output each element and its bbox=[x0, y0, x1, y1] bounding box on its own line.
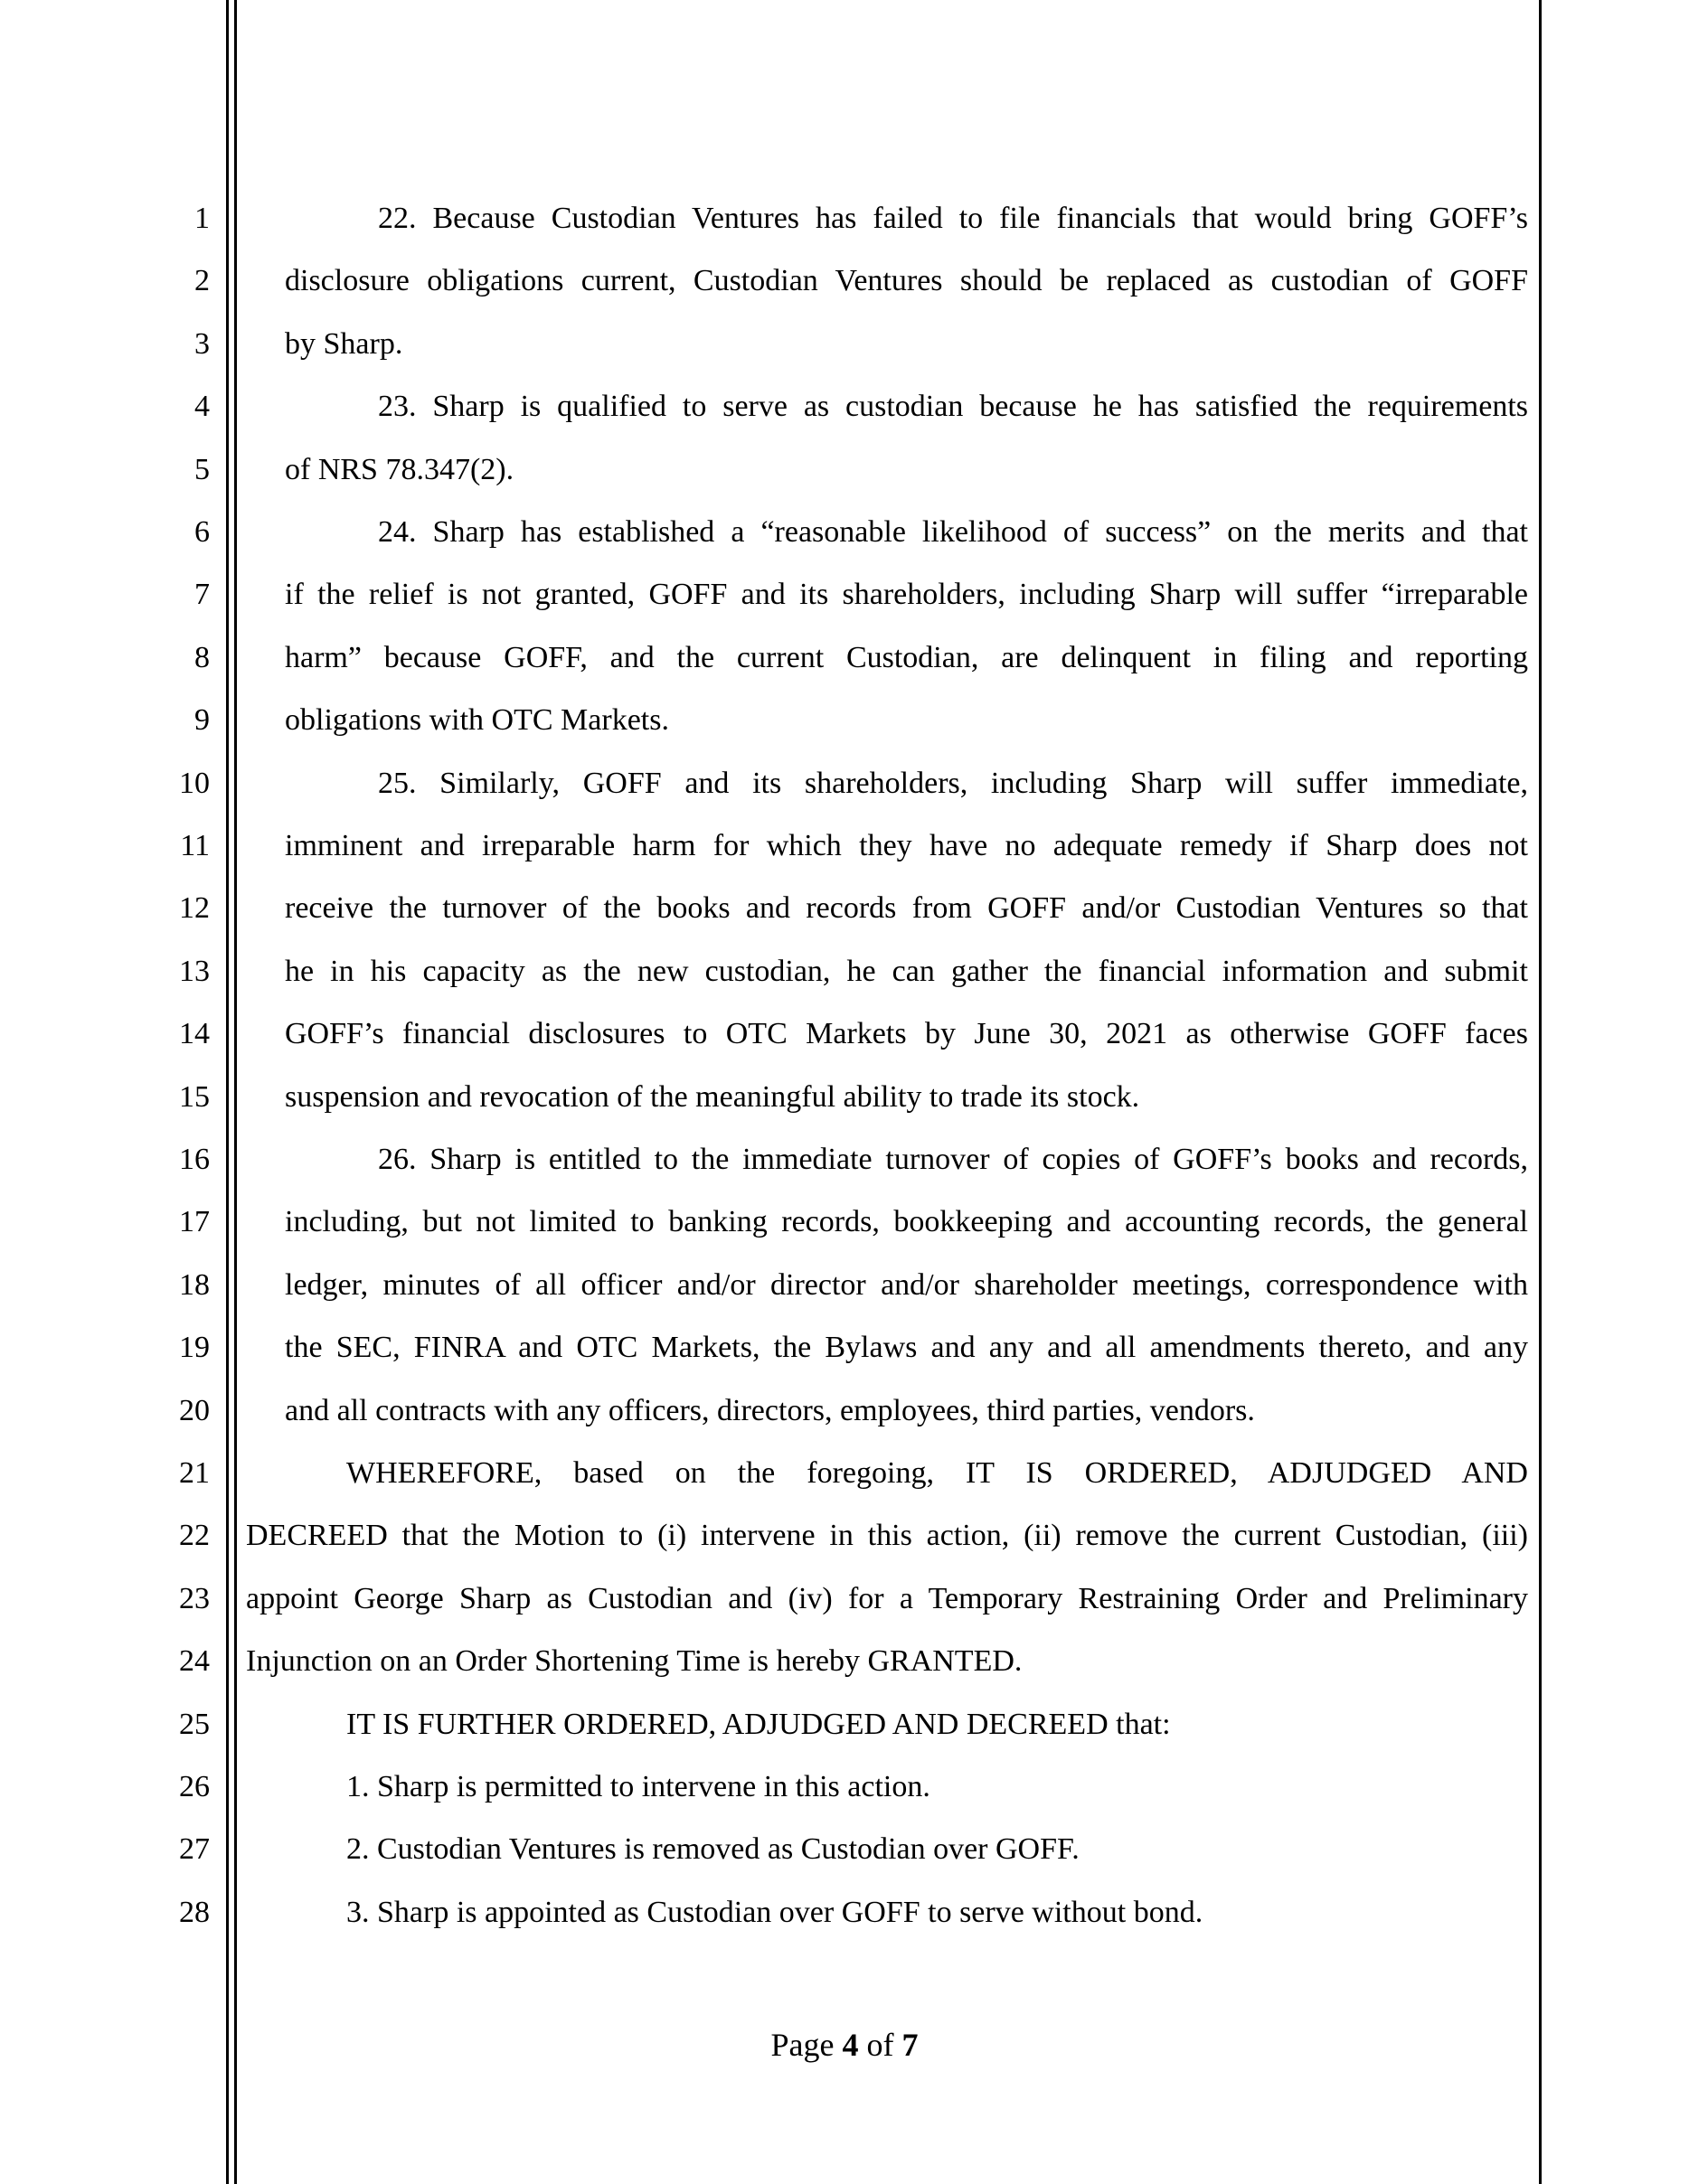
footer-current-page: 4 bbox=[842, 2027, 859, 2063]
footer-middle: of bbox=[858, 2027, 902, 2063]
right-margin-rule bbox=[1539, 0, 1542, 2184]
line-number: 8 bbox=[194, 640, 210, 674]
line-number: 13 bbox=[179, 954, 210, 988]
text-line: WHEREFORE, based on the foregoing, IT IS ORDERED, ADJUDGED AND bbox=[346, 1456, 1528, 1490]
text-line: 1. Sharp is permitted to intervene in this action. bbox=[346, 1770, 930, 1803]
text-line: he in his capacity as the new custodian, he can gather the financial information and submit bbox=[285, 954, 1528, 988]
line-number: 2 bbox=[194, 264, 210, 298]
text-line: GOFF’s financial disclosures to OTC Markets by June 30, 2021 as otherwise GOFF faces bbox=[285, 1017, 1528, 1051]
left-margin-double-rule-outer bbox=[226, 0, 229, 2184]
line-number: 6 bbox=[194, 515, 210, 549]
text-line: the SEC, FINRA and OTC Markets, the Bylaws and any and all amendments thereto, and any bbox=[285, 1331, 1528, 1365]
text-line: 24. Sharp has established a “reasonable likelihood of success” on the merits and that bbox=[378, 515, 1528, 549]
left-margin-double-rule-inner bbox=[234, 0, 237, 2184]
line-number: 17 bbox=[179, 1205, 210, 1239]
line-number: 5 bbox=[194, 452, 210, 486]
text-line: DECREED that the Motion to (i) intervene in this action, (ii) remove the current Custodian, (iii) bbox=[246, 1519, 1528, 1553]
line-number: 22 bbox=[179, 1519, 210, 1553]
text-line: 2. Custodian Ventures is removed as Custodian over GOFF. bbox=[346, 1832, 1080, 1867]
text-line: if the relief is not granted, GOFF and its shareholders, including Sharp will suffer “irreparable bbox=[285, 578, 1528, 612]
text-line: suspension and revocation of the meaningful ability to trade its stock. bbox=[285, 1079, 1140, 1114]
footer-prefix: Page bbox=[770, 2027, 843, 2063]
text-line: Injunction on an Order Shortening Time is hereby GRANTED. bbox=[246, 1644, 1023, 1679]
line-number: 7 bbox=[194, 578, 210, 612]
line-number: 12 bbox=[179, 891, 210, 926]
line-number: 23 bbox=[179, 1581, 210, 1615]
line-number: 4 bbox=[194, 390, 210, 424]
text-line: 25. Similarly, GOFF and its shareholders, including Sharp will suffer immediate, bbox=[378, 766, 1528, 800]
line-number: 24 bbox=[179, 1644, 210, 1679]
line-number: 11 bbox=[180, 829, 210, 862]
line-number: 19 bbox=[179, 1331, 210, 1365]
text-line: of NRS 78.347(2). bbox=[285, 452, 514, 486]
line-number: 20 bbox=[179, 1393, 210, 1427]
line-number: 15 bbox=[179, 1079, 210, 1114]
text-line: receive the turnover of the books and records from GOFF and/or Custodian Ventures so that bbox=[285, 891, 1528, 926]
text-line: IT IS FURTHER ORDERED, ADJUDGED AND DECREED that: bbox=[346, 1707, 1171, 1741]
line-number: 9 bbox=[194, 703, 210, 738]
text-line: disclosure obligations current, Custodian Ventures should be replaced as custodian of GOFF bbox=[285, 264, 1528, 298]
line-number: 10 bbox=[179, 766, 210, 800]
text-line: 22. Because Custodian Ventures has failed to file financials that would bring GOFF’s bbox=[378, 202, 1528, 235]
line-number: 28 bbox=[179, 1895, 210, 1929]
text-line: including, but not limited to banking records, bookkeeping and accounting records, the general bbox=[285, 1205, 1528, 1239]
line-number: 18 bbox=[179, 1267, 210, 1302]
line-number: 14 bbox=[179, 1017, 210, 1051]
page-footer bbox=[0, 2027, 1689, 2063]
text-line: imminent and irreparable harm for which they have no adequate remedy if Sharp does not bbox=[285, 829, 1528, 862]
line-number: 1 bbox=[194, 202, 210, 235]
text-line: by Sharp. bbox=[285, 326, 403, 361]
line-number: 3 bbox=[194, 326, 210, 361]
footer-total-pages: 7 bbox=[901, 2027, 919, 2063]
line-number: 25 bbox=[179, 1707, 210, 1741]
text-line: harm” because GOFF, and the current Custodian, are delinquent in filing and reporting bbox=[285, 640, 1528, 674]
text-line: 3. Sharp is appointed as Custodian over GOFF to serve without bond. bbox=[346, 1895, 1203, 1929]
line-number: 27 bbox=[179, 1832, 210, 1867]
text-line: obligations with OTC Markets. bbox=[285, 703, 669, 738]
line-number: 21 bbox=[179, 1456, 210, 1490]
line-number: 16 bbox=[179, 1143, 210, 1176]
pleading-line-numbers bbox=[136, 0, 210, 2184]
text-line: 23. Sharp is qualified to serve as custodian because he has satisfied the requirements bbox=[378, 390, 1528, 424]
text-line: and all contracts with any officers, directors, employees, third parties, vendors. bbox=[285, 1393, 1255, 1427]
text-line: ledger, minutes of all officer and/or director and/or shareholder meetings, correspondence with bbox=[285, 1267, 1528, 1302]
line-number: 26 bbox=[179, 1770, 210, 1803]
text-line: 26. Sharp is entitled to the immediate turnover of copies of GOFF’s books and records, bbox=[378, 1143, 1528, 1176]
text-line: appoint George Sharp as Custodian and (iv) for a Temporary Restraining Order and Preliminary bbox=[246, 1581, 1528, 1615]
